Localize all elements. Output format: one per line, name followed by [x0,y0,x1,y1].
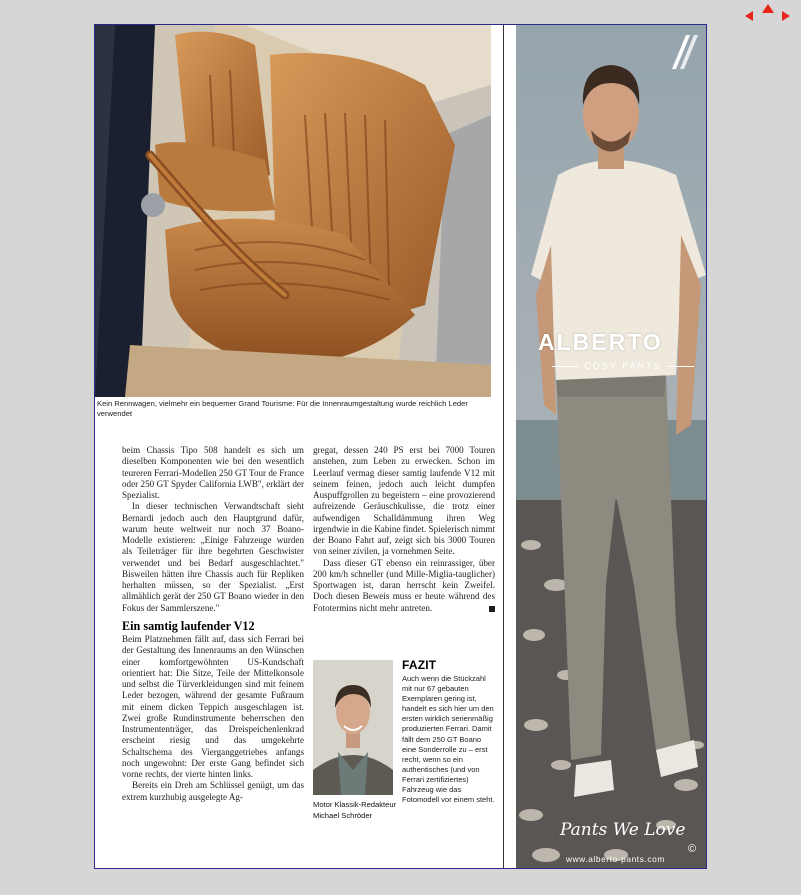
alberto-advertisement [516,25,707,868]
author-portrait [313,660,393,795]
paragraph-text: Dass dieser GT ebenso ein reinrassiger, über 200 km/h schneller (und Mille-Miglia-tauglicher) Sportwagen ist, daran herrscht kein Zweifel. Doch diesen Beweis muss er heute während des Fototermins nicht mehr antreten. [313,557,495,613]
copyright-mark: © [688,843,697,855]
ad-website[interactable]: www.alberto-pants.com [566,854,665,864]
nav-next-arrow-icon[interactable] [782,11,790,21]
paragraph: gregat, dessen 240 PS erst bei 7000 Touren anstehen, zum Leben zu erwecken. Schon im Leerlauf vermag dieser samtig laufende V12 mit seinem feinen, jedoch auch leicht dumpfen Auspuffgrollen zu begeistern – eine provozierend aufreizende Geräuschkulisse, die trotz einer aufwendigen Schalldämmung ihren Weg irgendwie in die Kabine findet. Spielerisch nimmt der Boano Fahrt auf, zeigt sich bis 3000 Touren von seiner zivilen, ja vornehmen Seite. [313,445,495,557]
paragraph: beim Chassis Tipo 508 handelt es sich um dieselben Komponenten wie bei den wesentlich teureren Ferrari-Modellen 250 GT Tour de France oder 250 GT Spyder California LWB", erklärt der Spezialist. [122,445,304,500]
nav-prev-arrow-icon[interactable] [745,11,753,21]
alberto-logo-mark-icon [672,35,702,69]
paragraph: Beim Platznehmen fällt auf, dass sich Ferrari bei der Gestaltung des Innenraums an den Wünschen einer komfortgewöhnten US-Kundschaft orientiert hat: Die Sitze, Teile der Mittelkonsole und selbst die Türverkleidungen sind mit feinem Leder bezogen, während der gesamte Fußraum mit einem dicken Teppich ausgeschlagen ist. Zwei große Rundinstrumente beherrschen den Instrumententräger, das Dreispeichenlenkrad erscheint riesig und das umgekehrte Schaltschema des Vierganggetriebes anfangs noch ungewohnt: Der erste Gang befindet sich vorne rechts, der vierte hinten links. [122,634,304,779]
car-interior-illustration [95,25,491,397]
brand-tagline: COSY PANTS [538,361,707,371]
text-column-2 [313,445,495,614]
article [95,25,503,868]
page-gutter [504,25,516,868]
page-navigation [745,4,791,24]
advertisement-illustration [516,25,707,868]
fazit-box [402,658,497,805]
text-column-1 [122,445,304,803]
author-portrait-illustration [313,660,393,795]
brand-name: ALBERTO [538,329,663,355]
paragraph: Bereits ein Dreh am Schlüssel genügt, um das extrem kurzhubig ausgelegte Ag- [122,780,304,802]
nav-up-arrow-icon[interactable] [762,4,774,13]
car-interior-photo [95,25,491,397]
magazine-page [94,24,707,869]
paragraph [313,558,495,614]
photo-caption: Kein Rennwagen, vielmehr ein bequemer Grand Tourisme: Für die Innenraumgestaltung wurde reichlich Leder verwendet [97,399,468,418]
paragraph: In dieser technischen Verwandtschaft sieht Bernardi jedoch auch den Hauptgrund dafür, warum heute weltweit nur noch 37 Boano-Modelle existieren: „Einige Fahrzeuge wurden als Teileträger für ihre begehrten Geschwister verwendet und bei Bedarf ausgeschlachtet." Bisweilen hätten ihre Chassis auch für Repliken herhalten müssen, so der Spezialist. „Erst allmählich gerät der 250 GT Boano wieder in den Fokus der Sammlerszene." [122,501,304,613]
fazit-title: FAZIT [402,658,437,672]
subheading: Ein samtig laufender V12 [122,618,255,633]
author-credit: Motor Klassik-Redakteur Michael Schröder [313,800,397,820]
end-of-article-mark [489,606,495,612]
ad-slogan: Pants We Love [560,820,686,840]
fazit-text: Auch wenn die Stückzahl mit nur 67 gebauten Exemplaren gering ist, handelt es sich hier um den ersten wirklich serienmäßig produzierten Ferrari. Damit fällt dem 250 GT Boano eine Sonderrolle zu – erst recht, wenn so ein authentisches (und von Ferrari zertifiziertes) Fahrzeug wie das Fotomodell vor einem steht. [402,674,495,805]
